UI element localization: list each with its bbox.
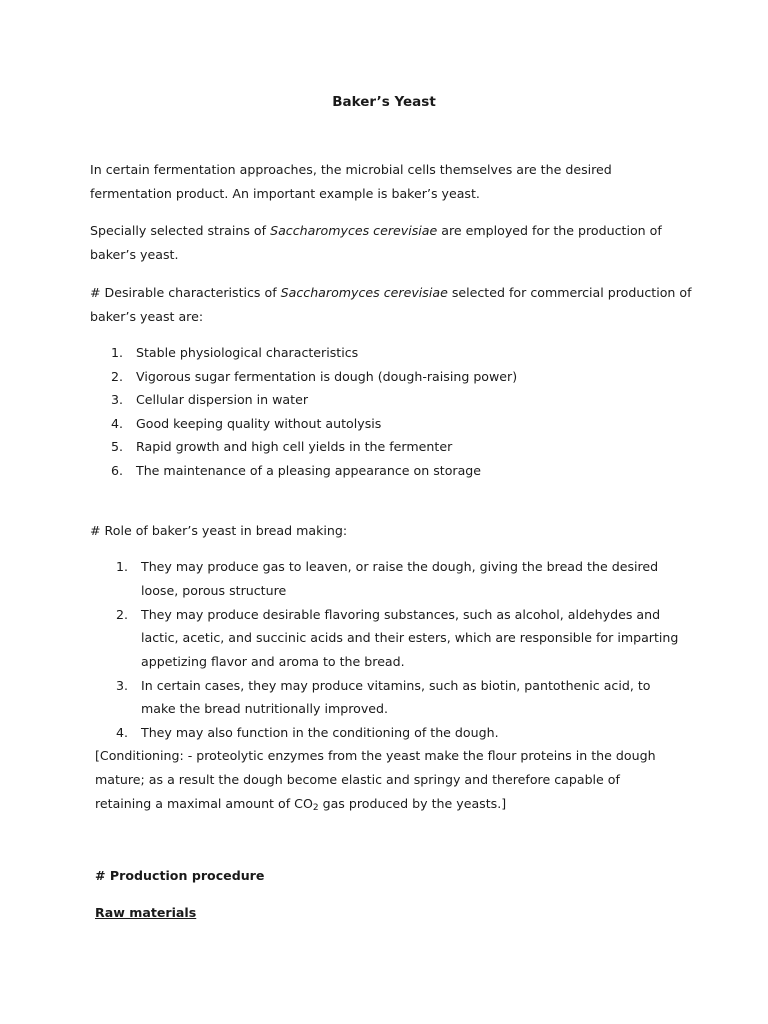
list-item	[116, 559, 658, 575]
list-text: Good keeping quality without autolysis	[136, 416, 382, 431]
list-item	[111, 392, 308, 408]
raw-materials-subheading: Raw materials	[95, 905, 197, 920]
list-item	[116, 607, 660, 623]
desirable-heading-line-1	[90, 285, 692, 301]
role-heading: # Role of baker’s yeast in bread making:	[90, 523, 348, 538]
list-number: 3.	[116, 678, 129, 693]
list-number: 6.	[111, 463, 124, 478]
list-text: Rapid growth and high cell yields in the fermenter	[136, 439, 453, 454]
list-number: 4.	[116, 725, 129, 740]
conditioning-before: retaining a maximal amount of CO	[95, 796, 313, 811]
list-text-continuation: make the bread nutritionally improved.	[141, 701, 389, 716]
list-number: 2.	[116, 607, 129, 622]
list-number: 1.	[116, 559, 129, 574]
strains-before: Specially selected strains of	[90, 223, 271, 238]
list-text-continuation: lactic, acetic, and succinic acids and their esters, which are responsible for imparting	[141, 630, 679, 645]
strains-line-1	[90, 223, 662, 239]
list-number: 5.	[111, 439, 124, 454]
list-item	[111, 439, 452, 455]
strains-line-2: baker’s yeast.	[90, 247, 179, 262]
species-name: Saccharomyces cerevisiae	[280, 285, 448, 300]
list-item	[111, 463, 481, 479]
desirable-heading-line-2: baker’s yeast are:	[90, 309, 204, 324]
list-number: 2.	[111, 369, 124, 384]
list-text-continuation: appetizing flavor and aroma to the bread.	[141, 654, 405, 669]
list-item	[111, 345, 358, 361]
production-heading: # Production procedure	[95, 868, 265, 883]
list-text: Vigorous sugar fermentation is dough (dough-raising power)	[136, 369, 518, 384]
subscript: 2	[312, 803, 319, 813]
conditioning-after: gas produced by the yeasts.]	[318, 796, 507, 811]
species-name: Saccharomyces cerevisiae	[270, 223, 438, 238]
list-text: Cellular dispersion in water	[136, 392, 309, 407]
strains-after: are employed for the production of	[437, 223, 662, 238]
desirable-before: # Desirable characteristics of	[90, 285, 281, 300]
list-text: The maintenance of a pleasing appearance on storage	[136, 463, 482, 478]
list-text: They may produce desirable flavoring substances, such as alcohol, aldehydes and	[141, 607, 661, 622]
conditioning-line-1: [Conditioning: - proteolytic enzymes from the yeast make the flour proteins in the dough	[95, 748, 656, 763]
list-text-continuation: loose, porous structure	[141, 583, 287, 598]
intro-line-2: fermentation product. An important example is baker’s yeast.	[90, 186, 480, 201]
list-text: Stable physiological characteristics	[136, 345, 359, 360]
list-item	[111, 416, 381, 432]
list-item	[111, 369, 517, 385]
document-title: Baker’s Yeast	[332, 94, 436, 110]
conditioning-line-3	[95, 796, 506, 812]
list-number: 1.	[111, 345, 124, 360]
list-text: They may also function in the conditioning of the dough.	[141, 725, 499, 740]
list-item	[116, 678, 651, 694]
list-text: In certain cases, they may produce vitamins, such as biotin, pantothenic acid, to	[141, 678, 651, 693]
list-number: 4.	[111, 416, 124, 431]
list-number: 3.	[111, 392, 124, 407]
list-text: They may produce gas to leaven, or raise the dough, giving the bread the desired	[141, 559, 659, 574]
intro-line-1: In certain fermentation approaches, the microbial cells themselves are the desired	[90, 162, 612, 177]
conditioning-line-2: mature; as a result the dough become elastic and springy and therefore capable of	[95, 772, 620, 787]
desirable-after: selected for commercial production of	[447, 285, 692, 300]
list-item	[116, 725, 499, 741]
